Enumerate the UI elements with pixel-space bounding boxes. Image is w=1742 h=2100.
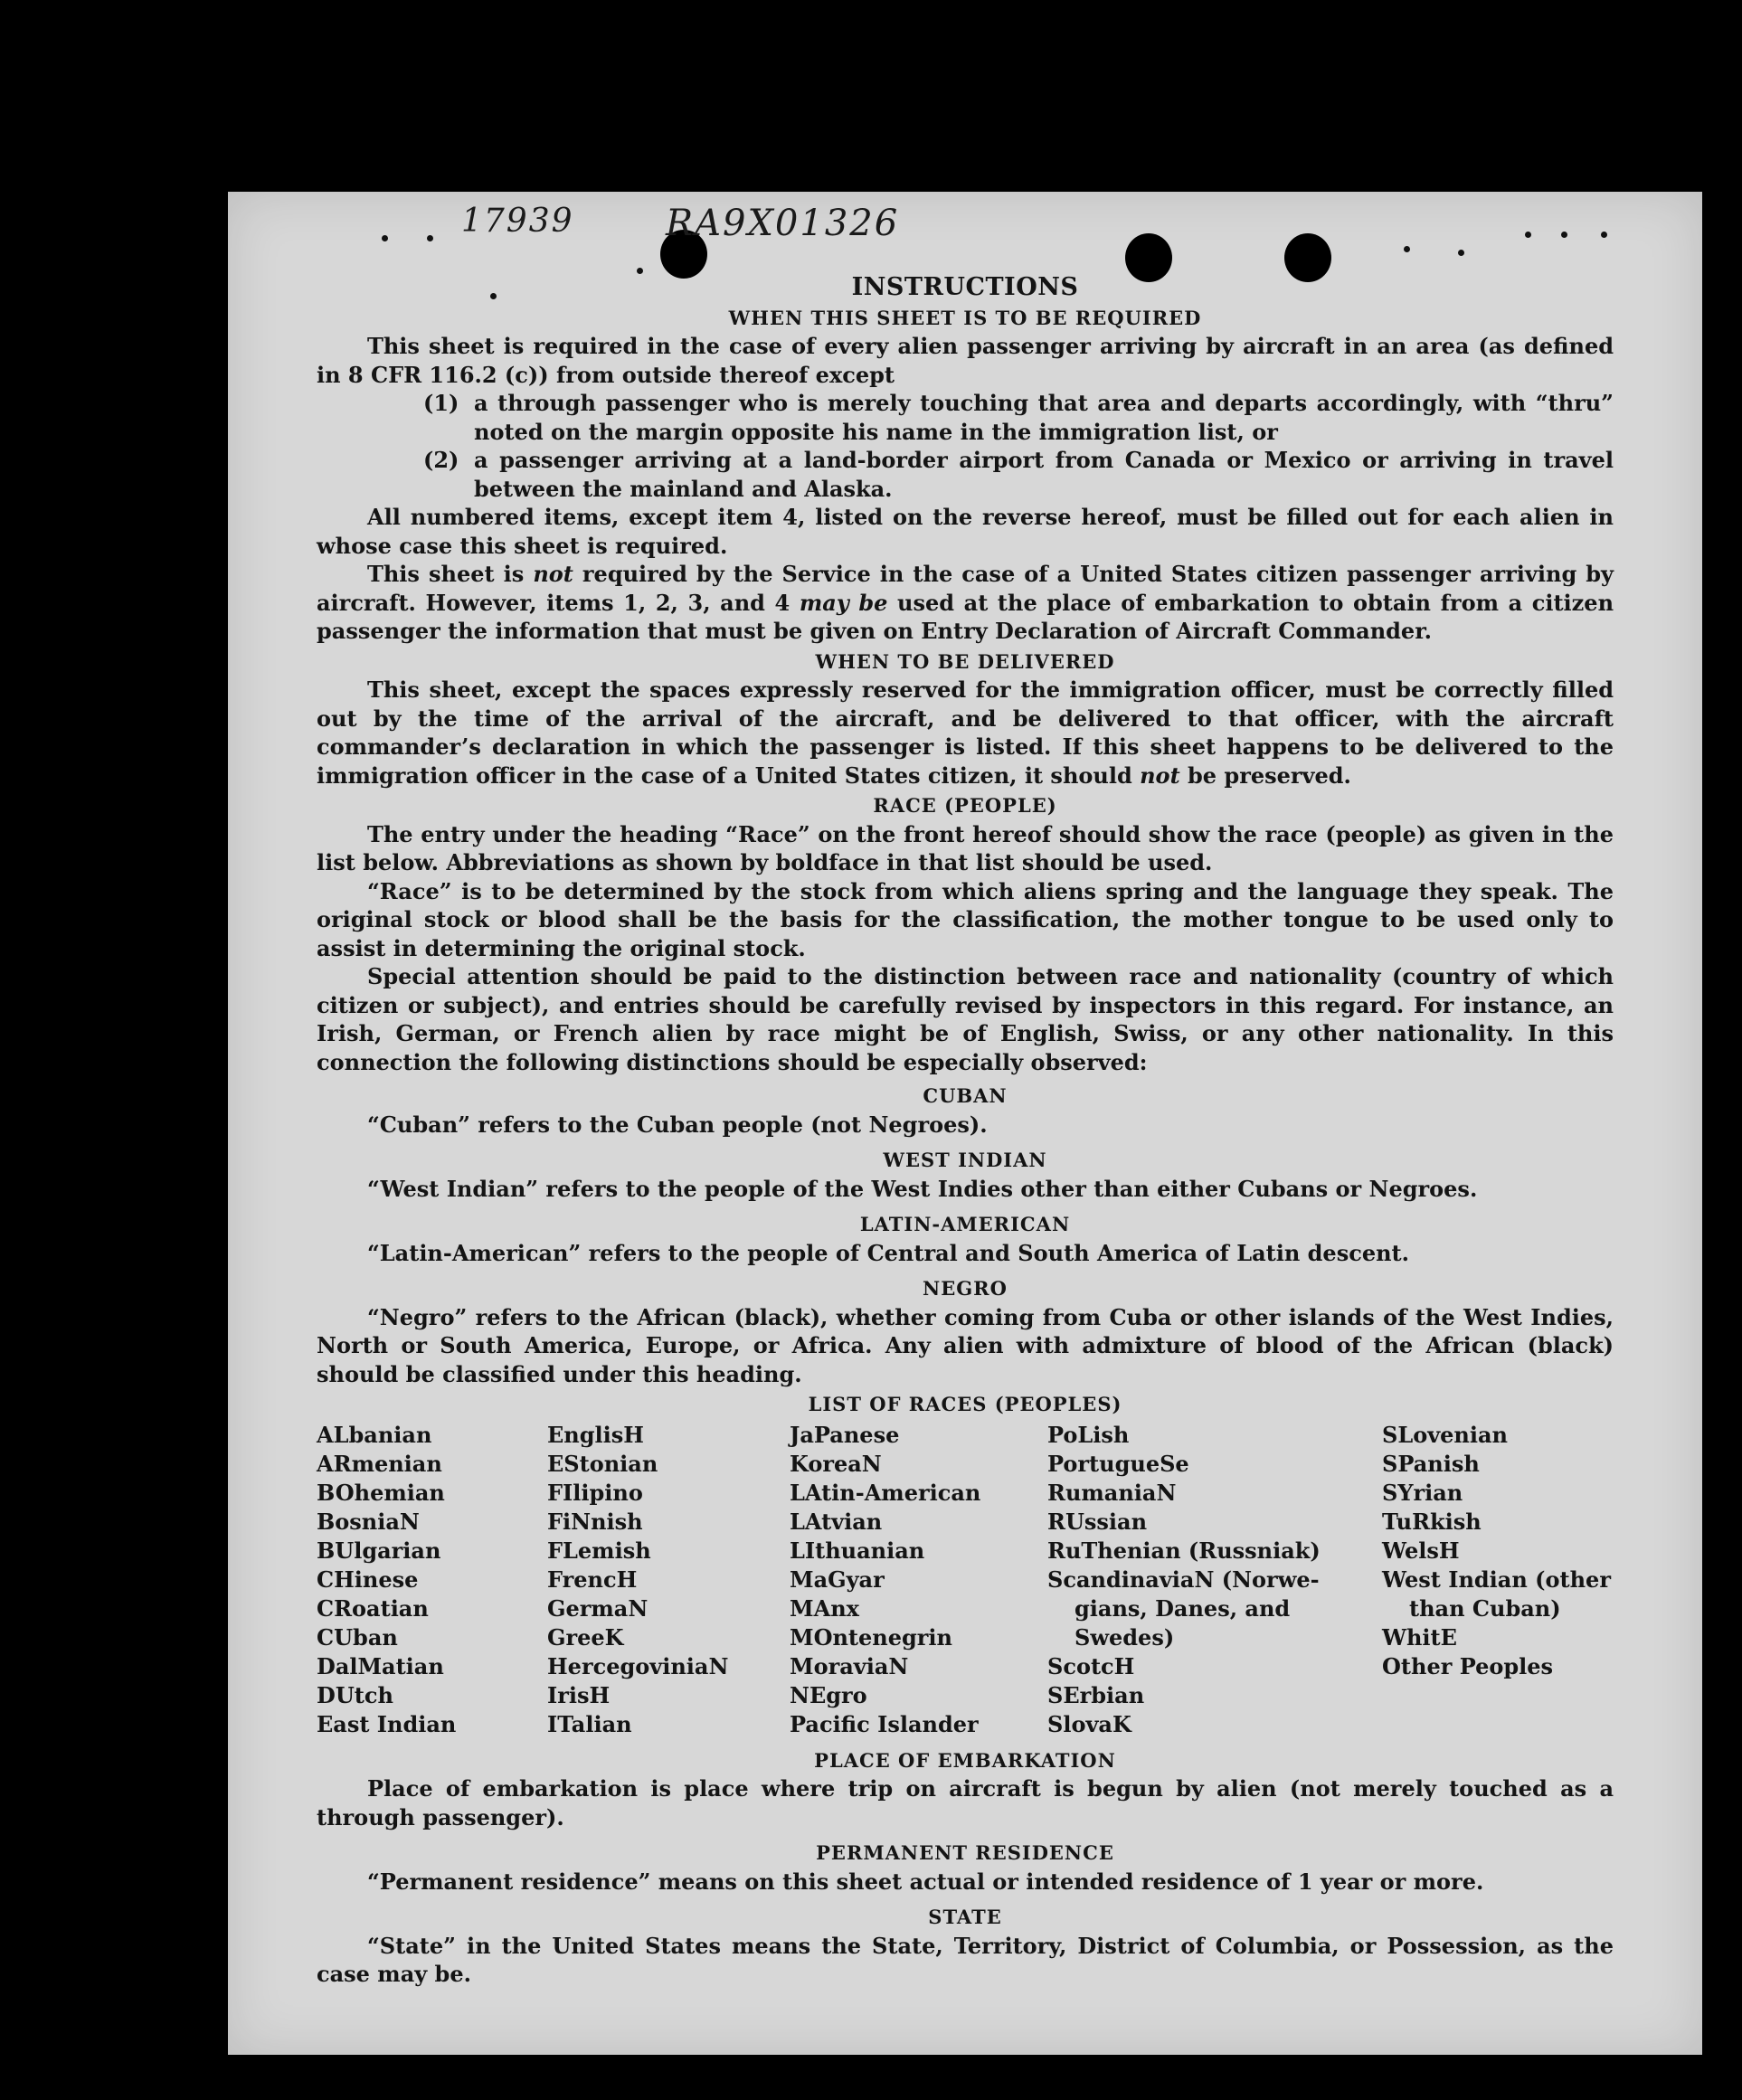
races-column [790, 1421, 1047, 1739]
race-entry: NEgro [790, 1681, 867, 1708]
race-entry-continued: than Cuban) [1409, 1594, 1561, 1622]
section-heading-west-indian: WEST INDIAN [883, 1149, 1047, 1171]
paragraph-cuban: “Cuban” refers to the Cuban people (not Negroes). [367, 1111, 988, 1138]
handwritten-number-right: RA9X01326 [666, 203, 900, 244]
races-column [547, 1421, 790, 1739]
section-heading-race: RACE (PEOPLE) [873, 794, 1057, 817]
race-entry: CRoatian [317, 1594, 429, 1622]
race-entry: SErbian [1047, 1681, 1145, 1708]
section-heading-state: STATE [928, 1906, 1002, 1928]
paragraph-negro: “Negro” refers to the African (black), whether coming from Cuba or other islands of the West Indies, North or South America, Europe, or Africa. Any alien with admixture of blood of the African (black) should be classified under this heading. [317, 1303, 1614, 1387]
races-column [1382, 1421, 1614, 1739]
races-table [317, 1421, 1614, 1739]
section-heading-list-of-races: LIST OF RACES (PEOPLES) [808, 1393, 1122, 1415]
paragraph-delivered: This sheet, except the spaces expressly reserved for the immigration officer, must be correctly filled out by the time of the arrival of the aircraft, and be delivered to that officer, with the aircraft commander’s declaration in which the passenger is listed. If this sheet happens to be delivered to the immigration officer in the case of a United States citizen, it should not be preserved. [317, 676, 1614, 789]
race-entry: LAtvian [790, 1508, 883, 1535]
item-number: (1) [423, 390, 459, 416]
section-heading-when-required: WHEN THIS SHEET IS TO BE REQUIRED [728, 306, 1202, 329]
race-entry: CUban [317, 1623, 398, 1651]
race-entry: ScotcH [1047, 1652, 1135, 1679]
race-entry: GreeK [547, 1623, 624, 1651]
page-title: INSTRUCTIONS [851, 273, 1079, 301]
race-entry: DalMatian [317, 1652, 444, 1679]
stray-mark [427, 235, 433, 241]
race-entry-continued: Swedes) [1075, 1623, 1175, 1651]
race-entry: RUssian [1047, 1508, 1148, 1535]
race-entry: CHinese [317, 1566, 419, 1593]
document-page [228, 192, 1702, 2055]
section-heading-latin-american: LATIN-AMERICAN [859, 1213, 1071, 1235]
race-entry: FiNnish [547, 1508, 643, 1535]
race-entry: BosniaN [317, 1508, 420, 1535]
race-entry: IrisH [547, 1681, 611, 1708]
race-entry: JaPanese [790, 1421, 900, 1448]
race-entry: West Indian (other [1382, 1566, 1611, 1593]
race-entry: RumaniaN [1047, 1479, 1177, 1506]
paragraph-place-of-embarkation: Place of embarkation is place where trip on aircraft is begun by alien (not merely touched as a through passenger). [317, 1775, 1614, 1830]
paragraph-state: “State” in the United States means the State, Territory, District of Columbia, or Possession, as the case may be. [317, 1932, 1614, 1987]
race-entry: KoreaN [790, 1450, 882, 1477]
race-entry: WhitE [1382, 1623, 1457, 1651]
section-heading-when-delivered: WHEN TO BE DELIVERED [815, 649, 1115, 673]
paragraph-west-indian: “West Indian” refers to the people of the West Indies other than either Cubans or Negroes. [367, 1175, 1478, 1202]
race-entry: MOntenegrin [790, 1623, 952, 1651]
stray-mark [1525, 232, 1531, 238]
race-entry: HercegoviniaN [547, 1652, 729, 1679]
section-heading-permanent-residence: PERMANENT RESIDENCE [816, 1841, 1114, 1864]
list-item [423, 446, 1614, 503]
races-column [317, 1421, 547, 1739]
section-heading-place-of-embarkation: PLACE OF EMBARKATION [814, 1748, 1116, 1772]
race-entry: Pacific Islander [790, 1710, 979, 1737]
section-heading-cuban: CUBAN [923, 1084, 1008, 1107]
paragraph-required: This sheet is required in the case of every alien passenger arriving by aircraft in an area (as defined in 8 CFR 116.2 (c)) from outside thereof except [317, 333, 1614, 388]
race-entry: EStonian [547, 1450, 658, 1477]
race-entry: Other Peoples [1382, 1652, 1554, 1679]
races-column [1047, 1421, 1382, 1739]
race-entry: EnglisH [547, 1421, 644, 1448]
paragraph-numbered-items: All numbered items, except item 4, listed on the reverse hereof, must be filled out for each alien in whose case this sheet is required. [317, 504, 1614, 559]
race-entry: SLovenian [1382, 1421, 1508, 1448]
race-entry: GermaN [547, 1594, 649, 1622]
race-entry-continued: gians, Danes, and [1075, 1594, 1291, 1622]
race-entry: ARmenian [317, 1450, 442, 1477]
race-entry: PoLish [1047, 1421, 1130, 1448]
race-entry: SYrian [1382, 1479, 1463, 1506]
paragraph-race-3: Special attention should be paid to the distinction between race and nationality (country of which citizen or subject), and entries should be carefully revised by inspectors in this regard. For instance, an Irish, German, or French alien by race might be of English, Swiss, or any other nationality. In this connection the following distinctions should be especially observed: [317, 963, 1614, 1075]
race-entry: LIthuanian [790, 1537, 925, 1564]
race-entry: BOhemian [317, 1479, 445, 1506]
race-entry: ScandinaviaN (Norwe- [1047, 1566, 1320, 1593]
paragraph-permanent-residence: “Permanent residence” means on this sheet actual or intended residence of 1 year or more. [367, 1868, 1484, 1895]
race-entry: FrencH [547, 1566, 638, 1593]
item-number: (2) [423, 447, 459, 473]
race-entry: SPanish [1382, 1450, 1480, 1477]
race-entry: PortugueSe [1047, 1450, 1189, 1477]
list-item [423, 389, 1614, 446]
handwritten-number-left: 17939 [461, 203, 574, 240]
race-entry: BUlgarian [317, 1537, 441, 1564]
race-entry: FIlipino [547, 1479, 643, 1506]
instructions-content [317, 266, 1614, 1989]
stray-mark [1601, 232, 1607, 238]
race-entry: TuRkish [1382, 1508, 1482, 1535]
stray-mark [1561, 232, 1567, 238]
race-entry: ITalian [547, 1710, 632, 1737]
paragraph-race-1: The entry under the heading “Race” on the front hereof should show the race (people) as given in the list below. Abbreviations as shown by boldface in that list should be used. [317, 820, 1614, 875]
item-text: a passenger arriving at a land-border airport from Canada or Mexico or arriving in travel between the mainland and Alaska. [474, 447, 1614, 502]
race-entry: ALbanian [317, 1421, 432, 1448]
race-entry: MoraviaN [790, 1652, 909, 1679]
item-text: a through passenger who is merely touching that area and departs accordingly, with “thru” noted on the margin opposite his name in the immigration list, or [474, 390, 1614, 445]
stray-mark [1458, 250, 1464, 256]
race-entry: WelsH [1382, 1537, 1460, 1564]
race-entry: East Indian [317, 1710, 457, 1737]
paragraph-latin-american: “Latin-American” refers to the people of Central and South America of Latin descent. [367, 1239, 1409, 1266]
race-entry: RuThenian (Russniak) [1047, 1537, 1321, 1564]
section-heading-negro: NEGRO [923, 1277, 1008, 1300]
paragraph-citizen: This sheet is not required by the Service in the case of a United States citizen passenger arriving by aircraft. However, items 1, 2, 3, and 4 may be used at the place of embarkation to obtain from a citizen passenger the information that must be given on Entry Declaration of Aircraft Commander. [317, 561, 1614, 644]
race-entry: DUtch [317, 1681, 393, 1708]
stray-mark [382, 235, 388, 241]
race-entry: LAtin-American [790, 1479, 981, 1506]
race-entry: MAnx [790, 1594, 859, 1622]
race-entry: SlovaK [1047, 1710, 1131, 1737]
stray-mark [1404, 246, 1410, 252]
race-entry: MaGyar [790, 1566, 885, 1593]
race-entry: FLemish [547, 1537, 651, 1564]
paragraph-race-2: “Race” is to be determined by the stock from which aliens spring and the language they speak. The original stock or blood shall be the basis for the classification, the mother tongue to be used only to assist in determining the original stock. [317, 877, 1614, 961]
